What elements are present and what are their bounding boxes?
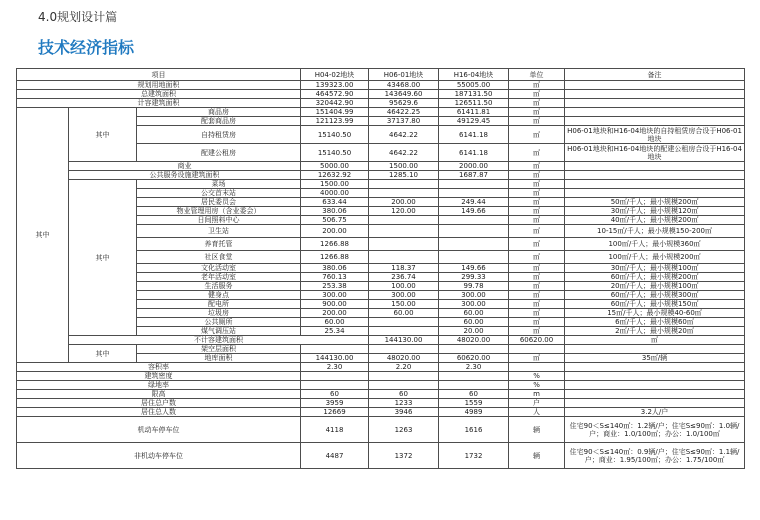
cell-h04-02: 121123.99 [301, 117, 369, 126]
table-row [17, 90, 745, 99]
cell-h06-01: 150.00 [369, 300, 439, 309]
group-label-inner: 其中 [69, 345, 137, 363]
cell-h04-02: 60.00 [301, 318, 369, 327]
row-label: 公共厕所 [137, 318, 301, 327]
cell-h16-04: 2.30 [439, 363, 509, 372]
cell-h16-04: 61411.81 [439, 108, 509, 117]
row-label: 商业 [69, 162, 301, 171]
cell-h06-01 [369, 225, 439, 238]
cell-unit: ㎡ [509, 216, 565, 225]
cell-h04-02: 151404.99 [301, 108, 369, 117]
cell-remark: 35㎡/辆 [565, 354, 745, 363]
cell-h06-01: 300.00 [369, 291, 439, 300]
cell-remark: H06-01地块和H16-04地块的配建公租房合设于H16-04地块 [565, 144, 745, 162]
table-row [17, 390, 745, 399]
row-label: 公交首末站 [137, 189, 301, 198]
cell-h16-04: 6141.18 [439, 144, 509, 162]
cell-unit: ㎡ [509, 99, 565, 108]
cell-h04-02: 320442.90 [301, 99, 369, 108]
cell-unit: 辆 [509, 417, 565, 443]
cell-remark: 15㎡/千人；最小规模40-60㎡ [565, 309, 745, 318]
cell-remark [565, 363, 745, 372]
cell-h04-02: 4487 [301, 443, 369, 469]
table-row [17, 180, 745, 189]
cell-h04-02: 2.30 [301, 363, 369, 372]
cell-h06-01: 3946 [369, 408, 439, 417]
cell-h16-04: 1687.87 [439, 171, 509, 180]
row-label: 配建公租房 [137, 144, 301, 162]
cell-unit: ㎡ [509, 144, 565, 162]
table-row [17, 99, 745, 108]
cell-remark: 30㎡/千人；最小规模100㎡ [565, 264, 745, 273]
cell-unit: ㎡ [509, 318, 565, 327]
page-title: 技术经济指标 [38, 38, 135, 57]
cell-h06-01: 2.20 [369, 363, 439, 372]
header-remark: 备注 [565, 69, 745, 81]
group-label-inner: 其中 [69, 180, 137, 336]
table-row [17, 363, 745, 372]
cell-h04-02 [301, 381, 369, 390]
header-unit: 单位 [509, 69, 565, 81]
cell-h06-01: 120.00 [369, 207, 439, 216]
cell-h06-01: 1263 [369, 417, 439, 443]
cell-remark [565, 99, 745, 108]
row-label: 居住总户数 [17, 399, 301, 408]
cell-unit: ㎡ [565, 336, 745, 345]
cell-unit: % [509, 381, 565, 390]
cell-unit: 人 [509, 408, 565, 417]
cell-h06-01 [369, 251, 439, 264]
cell-h06-01: 4642.22 [369, 144, 439, 162]
cell-h04-02: 4000.00 [301, 189, 369, 198]
cell-h06-01 [369, 189, 439, 198]
cell-h16-04 [439, 180, 509, 189]
table-row [17, 381, 745, 390]
cell-h06-01: 60 [369, 390, 439, 399]
cell-h06-01: 1500.00 [369, 162, 439, 171]
cell-h04-02: 1266.88 [301, 238, 369, 251]
cell-h16-04 [439, 381, 509, 390]
section-label: 4.0规划设计篇 [38, 10, 118, 24]
cell-h06-01: 1285.10 [369, 171, 439, 180]
row-label: 社区食堂 [137, 251, 301, 264]
cell-remark [565, 189, 745, 198]
cell-unit: ㎡ [509, 309, 565, 318]
cell-h06-01: 100.00 [369, 282, 439, 291]
row-label: 自持租赁房 [137, 126, 301, 144]
row-label: 文化活动室 [137, 264, 301, 273]
cell-unit: ㎡ [509, 117, 565, 126]
row-label: 垃圾房 [137, 309, 301, 318]
cell-h16-04: 126511.50 [439, 99, 509, 108]
cell-h06-01: 143649.60 [369, 90, 439, 99]
cell-unit: ㎡ [509, 291, 565, 300]
cell-remark: 6㎡/千人；最小规模60㎡ [565, 318, 745, 327]
table-row [17, 108, 745, 117]
cell-h06-01 [369, 372, 439, 381]
row-label: 日间照料中心 [137, 216, 301, 225]
cell-h04-02: 633.44 [301, 198, 369, 207]
cell-remark [565, 180, 745, 189]
cell-h06-01: 1233 [369, 399, 439, 408]
table-header-row [17, 69, 745, 81]
cell-h06-01: 1372 [369, 443, 439, 469]
cell-remark: 60㎡/千人；最小规模200㎡ [565, 273, 745, 282]
cell-remark [565, 390, 745, 399]
cell-remark [565, 81, 745, 90]
header-h16-04: H16-04地块 [439, 69, 509, 81]
cell-h04-02: 200.00 [301, 309, 369, 318]
row-label: 建筑密度 [17, 372, 301, 381]
cell-unit: ㎡ [509, 180, 565, 189]
cell-unit: ㎡ [509, 238, 565, 251]
row-label: 总建筑面积 [17, 90, 301, 99]
table-row [17, 443, 745, 469]
cell-h04-02: 12632.92 [301, 171, 369, 180]
cell-h16-04: 300.00 [439, 291, 509, 300]
cell-unit: ㎡ [509, 171, 565, 180]
cell-h04-02: 380.06 [301, 207, 369, 216]
row-label: 架空层面积 [137, 345, 301, 354]
cell-remark: 40㎡/千人；最小规模200㎡ [565, 216, 745, 225]
row-label: 养育托管 [137, 238, 301, 251]
cell-h06-01 [369, 180, 439, 189]
cell-h06-01: 4642.22 [369, 126, 439, 144]
cell-h16-04: 49129.45 [439, 117, 509, 126]
cell-h16-04 [439, 238, 509, 251]
indicator-table [16, 68, 745, 469]
cell-h06-01 [369, 327, 439, 336]
cell-h06-01: 200.00 [369, 198, 439, 207]
cell-h16-04 [439, 251, 509, 264]
row-label: 容积率 [17, 363, 301, 372]
cell-h06-01 [369, 238, 439, 251]
cell-remark: 30㎡/千人；最小规模120㎡ [565, 207, 745, 216]
cell-unit: ㎡ [509, 189, 565, 198]
row-label: 公共服务设施建筑面积 [69, 171, 301, 180]
cell-h04-02: 25.34 [301, 327, 369, 336]
cell-unit: m [509, 390, 565, 399]
cell-h16-04: 60620.00 [509, 336, 565, 345]
cell-h06-01: 37137.80 [369, 117, 439, 126]
cell-unit: ㎡ [509, 300, 565, 309]
cell-h16-04: 60 [439, 390, 509, 399]
cell-h16-04 [439, 216, 509, 225]
cell-remark [565, 117, 745, 126]
cell-h16-04: 99.78 [439, 282, 509, 291]
cell-h16-04 [439, 345, 509, 354]
row-label: 不计容建筑面积 [69, 336, 369, 345]
cell-remark [565, 381, 745, 390]
cell-h06-01: 236.74 [369, 273, 439, 282]
row-label: 卫生站 [137, 225, 301, 238]
cell-remark: 20㎡/千人；最小规模100㎡ [565, 282, 745, 291]
group-label-inner: 其中 [69, 108, 137, 162]
cell-unit: ㎡ [509, 198, 565, 207]
cell-h04-02 [301, 372, 369, 381]
header-h06-01: H06-01地块 [369, 69, 439, 81]
cell-h16-04: 299.33 [439, 273, 509, 282]
row-label: 老年活动室 [137, 273, 301, 282]
cell-remark: 10-15㎡/千人；最小规模150-200㎡ [565, 225, 745, 238]
cell-unit: ㎡ [509, 354, 565, 363]
cell-h04-02: 144130.00 [301, 354, 369, 363]
cell-h04-02: 60 [301, 390, 369, 399]
cell-h16-04: 20.00 [439, 327, 509, 336]
row-label: 菜场 [137, 180, 301, 189]
cell-h04-02: 380.06 [301, 264, 369, 273]
row-label: 物业管理用房（含业委会） [137, 207, 301, 216]
cell-unit: ㎡ [509, 225, 565, 238]
cell-h16-04: 6141.18 [439, 126, 509, 144]
cell-h04-02: 1500.00 [301, 180, 369, 189]
cell-remark: H06-01地块和H16-04地块的自持租赁房合设于H06-01地块 [565, 126, 745, 144]
cell-remark: 住宅90＜S≤140㎡：0.9辆/户；住宅S≤90㎡：1.1辆/户；商业：1.95/100㎡；办公：1.75/100㎡ [565, 443, 745, 469]
cell-h04-02: 506.75 [301, 216, 369, 225]
cell-h04-02: 15140.50 [301, 144, 369, 162]
header-item: 项目 [17, 69, 301, 81]
row-label: 居民委员会 [137, 198, 301, 207]
cell-h04-02: 15140.50 [301, 126, 369, 144]
cell-h06-01: 95629.6 [369, 99, 439, 108]
table-row [17, 171, 745, 180]
cell-h06-01 [369, 345, 439, 354]
cell-h04-02: 139323.00 [301, 81, 369, 90]
table-row [17, 336, 745, 345]
cell-remark [565, 171, 745, 180]
row-label: 配电所 [137, 300, 301, 309]
row-label: 地库面积 [137, 354, 301, 363]
cell-unit: ㎡ [509, 264, 565, 273]
cell-remark [565, 372, 745, 381]
cell-unit [509, 345, 565, 354]
cell-remark: 100㎡/千人；最小规模200㎡ [565, 251, 745, 264]
cell-h04-02: 5000.00 [301, 162, 369, 171]
table-row [17, 372, 745, 381]
table-row [17, 345, 745, 354]
cell-remark: 100㎡/千人；最小规模360㎡ [565, 238, 745, 251]
header-h04-02: H04-02地块 [301, 69, 369, 81]
cell-h16-04: 1559 [439, 399, 509, 408]
cell-h06-01: 43468.00 [369, 81, 439, 90]
cell-unit: % [509, 372, 565, 381]
cell-h04-02: 300.00 [301, 291, 369, 300]
cell-h16-04 [439, 372, 509, 381]
group-label-outer: 其中 [17, 108, 69, 363]
cell-remark [565, 345, 745, 354]
cell-h06-01: 46422.25 [369, 108, 439, 117]
table-row [17, 81, 745, 90]
cell-h06-01: 48020.00 [439, 336, 509, 345]
row-label: 非机动车停车位 [17, 443, 301, 469]
table-row [17, 408, 745, 417]
cell-h16-04: 60.00 [439, 318, 509, 327]
row-label: 煤气调压站 [137, 327, 301, 336]
cell-h06-01 [369, 381, 439, 390]
cell-h04-02: 12669 [301, 408, 369, 417]
cell-h16-04: 187131.50 [439, 90, 509, 99]
row-label: 健身点 [137, 291, 301, 300]
cell-h04-02: 760.13 [301, 273, 369, 282]
cell-remark [565, 399, 745, 408]
cell-unit: ㎡ [509, 251, 565, 264]
row-label: 计容建筑面积 [17, 99, 301, 108]
row-label: 机动车停车位 [17, 417, 301, 443]
cell-h16-04: 55005.00 [439, 81, 509, 90]
cell-h04-02: 1266.88 [301, 251, 369, 264]
cell-h16-04 [439, 225, 509, 238]
cell-h04-02: 200.00 [301, 225, 369, 238]
row-label: 配套商品房 [137, 117, 301, 126]
cell-h04-02: 253.38 [301, 282, 369, 291]
table-row [17, 162, 745, 171]
cell-unit: ㎡ [509, 273, 565, 282]
cell-remark: 2㎡/千人；最小规模20㎡ [565, 327, 745, 336]
cell-h16-04: 4989 [439, 408, 509, 417]
cell-unit: 辆 [509, 443, 565, 469]
cell-h16-04 [439, 189, 509, 198]
cell-h04-02 [301, 345, 369, 354]
cell-unit: ㎡ [509, 108, 565, 117]
cell-h16-04: 60620.00 [439, 354, 509, 363]
table-row [17, 399, 745, 408]
cell-h06-01 [369, 216, 439, 225]
cell-h16-04: 60.00 [439, 309, 509, 318]
cell-h06-01 [369, 318, 439, 327]
cell-remark: 住宅90＜S≤140㎡：1.2辆/户；住宅S≤90㎡：1.0辆/户；商业：1.0/100㎡；办公：1.0/100㎡ [565, 417, 745, 443]
cell-unit: ㎡ [509, 327, 565, 336]
cell-unit: ㎡ [509, 207, 565, 216]
table-row [17, 417, 745, 443]
cell-h16-04: 149.66 [439, 264, 509, 273]
cell-unit: ㎡ [509, 81, 565, 90]
cell-remark: 50㎡/千人；最小规模200㎡ [565, 198, 745, 207]
cell-unit: 户 [509, 399, 565, 408]
cell-remark [565, 108, 745, 117]
cell-h04-02: 4118 [301, 417, 369, 443]
cell-unit: ㎡ [509, 162, 565, 171]
row-label: 生活服务 [137, 282, 301, 291]
cell-h04-02: 144130.00 [369, 336, 439, 345]
cell-remark: 3.2人/户 [565, 408, 745, 417]
cell-h04-02: 3959 [301, 399, 369, 408]
cell-h04-02: 464572.90 [301, 90, 369, 99]
cell-remark: 60㎡/千人；最小规模300㎡ [565, 291, 745, 300]
cell-h16-04: 1732 [439, 443, 509, 469]
row-label: 绿地率 [17, 381, 301, 390]
cell-remark [565, 90, 745, 99]
cell-h16-04: 249.44 [439, 198, 509, 207]
cell-unit [509, 363, 565, 372]
cell-remark [565, 162, 745, 171]
row-label: 规划用地面积 [17, 81, 301, 90]
cell-unit: ㎡ [509, 126, 565, 144]
cell-unit: ㎡ [509, 90, 565, 99]
cell-h06-01: 60.00 [369, 309, 439, 318]
row-label: 商品房 [137, 108, 301, 117]
cell-h06-01: 48020.00 [369, 354, 439, 363]
row-label: 居住总人数 [17, 408, 301, 417]
cell-h16-04: 300.00 [439, 300, 509, 309]
cell-h16-04: 2000.00 [439, 162, 509, 171]
cell-h16-04: 1616 [439, 417, 509, 443]
row-label: 限高 [17, 390, 301, 399]
cell-h04-02: 900.00 [301, 300, 369, 309]
cell-h16-04: 149.66 [439, 207, 509, 216]
cell-h06-01: 118.37 [369, 264, 439, 273]
cell-unit: ㎡ [509, 282, 565, 291]
cell-remark: 60㎡/千人；最小规模150㎡ [565, 300, 745, 309]
